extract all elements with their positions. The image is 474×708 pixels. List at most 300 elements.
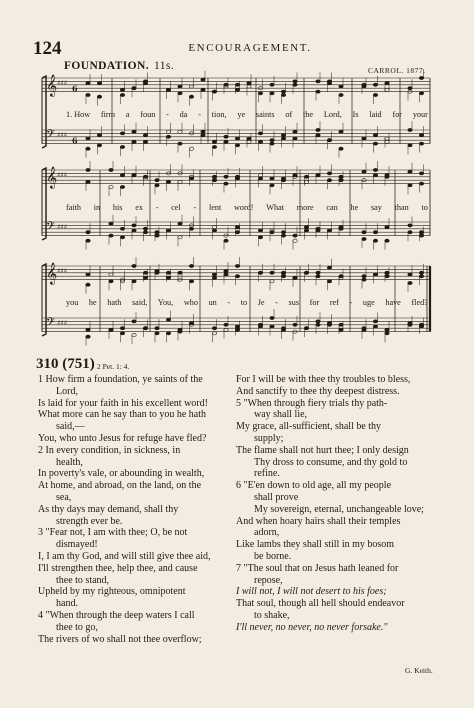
note-head [304, 180, 308, 183]
note-head [316, 80, 320, 83]
note-head [109, 280, 113, 283]
note-head [86, 137, 90, 140]
note-head [166, 180, 170, 183]
note-head [155, 179, 159, 182]
note-head [419, 76, 423, 79]
note-head [270, 92, 274, 95]
lyric-syllable: a [125, 110, 130, 119]
lyric-syllable: hath [107, 298, 122, 307]
lyric-syllable: - [198, 110, 201, 119]
note-head [97, 134, 101, 137]
note-head [178, 130, 182, 133]
note-head [408, 184, 412, 187]
lyrics-line-2 [66, 203, 428, 212]
note-head [327, 266, 331, 269]
lyric-syllable: firm [100, 110, 116, 119]
lyric-syllable: ex [135, 203, 143, 212]
key-signature: ♯♯♯ [57, 170, 68, 179]
note-head [247, 140, 251, 143]
lyric-syllable: Je [257, 298, 265, 307]
note-head [408, 281, 412, 284]
note-head [86, 168, 90, 171]
note-head [166, 271, 170, 274]
note-head [258, 229, 262, 232]
verse-line: 3 "Fear not, I am with thee; O, be not [38, 527, 188, 539]
note-head [212, 276, 216, 279]
note-head [235, 226, 239, 229]
note-head [385, 137, 389, 140]
note-head [212, 229, 216, 232]
note-head [327, 229, 331, 232]
note-head [327, 280, 331, 283]
bass-clef: 𝄢 [46, 220, 56, 237]
note-head [109, 273, 113, 276]
note-head [132, 174, 136, 177]
note-head [235, 137, 239, 140]
lyric-syllable: said, [132, 298, 148, 307]
lyric-syllable: - [349, 298, 353, 307]
note-head [373, 168, 377, 171]
lyric-syllable: say [370, 203, 382, 212]
author: G. Keith. [405, 666, 433, 675]
verse-line: adorn, [254, 527, 280, 539]
note-head [316, 320, 320, 323]
note-head [120, 327, 124, 330]
note-head [281, 90, 285, 93]
lyric-syllable: uge [362, 298, 375, 307]
verse-line: hand. [56, 598, 78, 610]
lyric-syllable: your [412, 110, 428, 119]
lyric-syllable: fled? [411, 298, 428, 307]
note-head [385, 239, 389, 242]
note-head [109, 222, 113, 225]
lyric-syllable: you [66, 298, 79, 307]
note-head [281, 134, 285, 137]
note-head [97, 95, 101, 98]
note-head [281, 179, 285, 182]
lyric-syllable: of [285, 110, 293, 119]
note-head [373, 174, 377, 177]
note-head [212, 145, 216, 148]
note-head [293, 276, 297, 279]
note-head [212, 332, 216, 335]
note-head [419, 323, 423, 326]
note-head [339, 147, 343, 150]
verse-line: thee to go, [56, 621, 98, 633]
note-head [166, 130, 170, 133]
note-head [327, 82, 331, 85]
note-head [408, 273, 412, 276]
verse-line: strength ever be. [56, 515, 123, 527]
note-head [120, 236, 124, 239]
note-head [293, 137, 297, 140]
note-head [281, 231, 285, 234]
lyric-syllable: to [240, 298, 248, 307]
verse-line: The flame shall not hurt thee; I only design [236, 444, 409, 456]
verse-line: 6 "E'en down to old age, all my people [236, 480, 392, 492]
note-head [362, 275, 366, 278]
note-head [132, 280, 136, 283]
note-head [373, 93, 377, 96]
note-head [419, 271, 423, 274]
bass-clef: 𝄢 [46, 128, 56, 145]
treble-clef: 𝄞 [46, 166, 58, 189]
note-head [247, 85, 251, 88]
note-head [327, 172, 331, 175]
note-head [109, 185, 113, 188]
verse-line: You, who unto Jesus for refuge have fled? [38, 432, 207, 444]
svg-text:6: 6 [72, 135, 78, 146]
note-head [166, 276, 170, 279]
note-head [189, 147, 193, 150]
lyric-syllable: un [208, 298, 217, 307]
note-head [86, 239, 90, 242]
note-head [178, 180, 182, 183]
note-head [327, 179, 331, 182]
note-head [86, 93, 90, 96]
note-head [281, 93, 285, 96]
note-head [178, 236, 182, 239]
scripture-ref: 2 Pet. 1: 4. [97, 362, 130, 371]
verse-line: way shall lie, [254, 409, 308, 421]
note-head [373, 325, 377, 328]
lyric-syllable: have [385, 298, 401, 307]
note-head [120, 174, 124, 177]
note-head [235, 83, 239, 86]
note-head [373, 273, 377, 276]
note-head [408, 87, 412, 90]
note-head [166, 318, 170, 321]
note-head [132, 320, 136, 323]
verse-line: be borne. [254, 550, 292, 562]
note-head [293, 239, 297, 242]
verse-line: 2 In every condition, in sickness, in [38, 444, 181, 456]
note-head [143, 271, 147, 274]
lyric-syllable: word! [233, 203, 254, 212]
lyric-syllable: he [88, 298, 97, 307]
verse-line: At home, and abroad, on the land, on the [38, 480, 202, 492]
note-head [143, 175, 147, 178]
note-head [316, 128, 320, 131]
note-head [120, 88, 124, 91]
lyric-syllable: - [155, 203, 159, 212]
note-head [316, 271, 320, 274]
page-number: 124 [33, 38, 62, 59]
verse-line: shall prove [254, 491, 299, 503]
note-head [189, 85, 193, 88]
verse-line: In poverty's vale, or abounding in wealth, [38, 468, 205, 480]
verse-line: 7 "The soul that on Jesus hath leaned for [236, 562, 399, 574]
note-head [270, 142, 274, 145]
note-head [339, 275, 343, 278]
note-head [270, 325, 274, 328]
verse-line: Is laid for your faith in his excellent word! [38, 397, 208, 409]
verse-line: health, [56, 456, 83, 468]
verse-line: As thy days may demand, shall thy [38, 503, 179, 515]
note-head [373, 320, 377, 323]
note-head [339, 130, 343, 133]
note-head [316, 90, 320, 93]
note-head [258, 140, 262, 143]
verse-line: I will not, I will not desert to his foes; [236, 586, 387, 598]
note-head [212, 327, 216, 330]
note-head [408, 144, 412, 147]
note-head [316, 174, 320, 177]
note-head [224, 328, 228, 331]
note-head [143, 327, 147, 330]
note-head [339, 226, 343, 229]
note-head [201, 130, 205, 133]
note-head [270, 280, 274, 283]
note-head [155, 234, 159, 237]
note-head [86, 273, 90, 276]
note-head [224, 182, 228, 185]
note-head [258, 271, 262, 274]
note-head [212, 179, 216, 182]
verse-line: I'll never, no never, no never forsake." [236, 621, 388, 633]
note-head [419, 172, 423, 175]
lyric-syllable: - [275, 298, 278, 307]
note-head [178, 92, 182, 95]
note-head [316, 323, 320, 326]
verse-line: And sanctify to thee thy deepest distress. [236, 385, 400, 397]
note-head [316, 275, 320, 278]
verse-line: 5 "When through fiery trials thy path- [236, 397, 388, 409]
verse-line: supply; [254, 432, 284, 444]
lyric-syllable: cel [171, 203, 181, 212]
lyric-syllable: more [296, 203, 314, 212]
verse-line: Lord, [56, 385, 78, 397]
note-head [235, 325, 239, 328]
note-head [408, 231, 412, 234]
note-head [419, 142, 423, 145]
lyric-syllable: - [193, 203, 197, 212]
verse-line: thee to stand, [56, 574, 110, 586]
note-head [224, 175, 228, 178]
note-head [304, 175, 308, 178]
note-head [258, 236, 262, 239]
note-head [120, 185, 124, 188]
running-head: ENCOURAGEMENT. [188, 42, 312, 54]
note-head [120, 132, 124, 135]
verse-line: Like lambs they shall still in my bosom [236, 539, 395, 551]
verse-line: My sovereign, eternal, unchangeable love; [254, 503, 424, 515]
note-head [258, 92, 262, 95]
note-head [212, 90, 216, 93]
note-head [132, 130, 136, 133]
note-head [166, 229, 170, 232]
verse-line: That soul, though all hell should endeavor [236, 598, 405, 610]
note-head [281, 234, 285, 237]
lyric-syllable: - [166, 110, 169, 119]
note-head [109, 328, 113, 331]
note-head [189, 95, 193, 98]
note-head [339, 93, 343, 96]
note-head [235, 231, 239, 234]
note-head [362, 278, 366, 281]
note-head [419, 234, 423, 237]
note-head [373, 239, 377, 242]
note-head [143, 227, 147, 230]
lyric-syllable: who [183, 298, 198, 307]
note-head [143, 82, 147, 85]
note-head [120, 145, 124, 148]
composer: CARROL. 1877. [368, 66, 426, 75]
note-head [235, 264, 239, 267]
note-head [270, 139, 274, 142]
note-head [270, 83, 274, 86]
note-head [247, 137, 251, 140]
note-head [385, 82, 389, 85]
note-head [86, 82, 90, 85]
note-head [281, 271, 285, 274]
note-head [224, 323, 228, 326]
note-head [373, 134, 377, 137]
note-head [304, 327, 308, 330]
note-head [316, 227, 320, 230]
verse-line: My grace, all-sufficient, shall be thy [236, 421, 382, 433]
note-head [132, 224, 136, 227]
note-head [109, 168, 113, 171]
note-head [373, 83, 377, 86]
key-signature: ♯♯♯ [57, 266, 68, 275]
note-head [97, 144, 101, 147]
lyrics-line-1 [66, 110, 428, 119]
verse-line: refine. [254, 468, 280, 480]
note-head [189, 264, 193, 267]
note-head [178, 142, 182, 145]
lyric-syllable: lent [208, 203, 222, 212]
note-head [224, 270, 228, 273]
note-head [327, 139, 331, 142]
verse-line: to shake, [254, 609, 290, 621]
note-head [304, 229, 308, 232]
note-head [178, 330, 182, 333]
note-head [362, 83, 366, 86]
verse-line: I'll strengthen thee, help thee, and cause [38, 562, 198, 574]
note-head [373, 142, 377, 145]
note-head [212, 140, 216, 143]
note-head [132, 140, 136, 143]
note-head [327, 323, 331, 326]
lyric-syllable: his [112, 203, 123, 212]
note-head [178, 85, 182, 88]
note-head [385, 226, 389, 229]
note-head [132, 333, 136, 336]
note-head [155, 270, 159, 273]
note-head [212, 273, 216, 276]
note-head [281, 328, 285, 331]
note-head [155, 231, 159, 234]
note-head [235, 144, 239, 147]
note-head [143, 276, 147, 279]
tune-meter: 11s. [154, 60, 175, 72]
lyric-syllable: You, [157, 298, 174, 307]
lyric-syllable: tion, [211, 110, 227, 119]
lyric-syllable: da [179, 110, 188, 119]
verse-line: What more can he say than to you he hath [38, 409, 206, 421]
treble-clef: 𝄞 [46, 74, 58, 97]
lyric-syllable: 1. How [66, 110, 91, 119]
lyric-syllable: faith [66, 203, 82, 212]
lyric-syllable: - [227, 298, 231, 307]
lyric-syllable: to [421, 203, 428, 212]
verse-line: sea, [56, 491, 72, 503]
svg-text:6: 6 [72, 83, 78, 94]
note-head [86, 328, 90, 331]
hymn-number-main: 310 [36, 356, 59, 372]
note-head [155, 184, 159, 187]
lyric-syllable: for [392, 110, 403, 119]
note-head [270, 184, 274, 187]
verse-line: 1 How firm a foundation, ye saints of the [38, 374, 203, 385]
note-head [120, 227, 124, 230]
note-head [235, 88, 239, 91]
note-head [224, 239, 228, 242]
lyric-syllable: Lord, [323, 110, 342, 119]
note-head [419, 182, 423, 185]
note-head [86, 283, 90, 286]
verse-line: Thy dross to consume, and thy gold to [254, 456, 408, 468]
note-head [109, 234, 113, 237]
note-head [166, 88, 170, 91]
note-head [293, 83, 297, 86]
note-head [281, 275, 285, 278]
key-signature: ♯♯♯ [57, 222, 68, 231]
note-head [362, 231, 366, 234]
note-head [385, 88, 389, 91]
note-head [224, 135, 228, 138]
note-head [235, 275, 239, 278]
left-column [38, 374, 234, 645]
lyrics-line-3 [66, 298, 428, 307]
note-head [143, 140, 147, 143]
verse-line: dismayed! [56, 539, 98, 551]
note-head [281, 137, 285, 140]
note-head [201, 88, 205, 91]
note-head [155, 327, 159, 330]
lyric-syllable: foun [140, 110, 156, 119]
note-head [132, 229, 136, 232]
note-head [293, 234, 297, 237]
note-head [270, 231, 274, 234]
note-head [293, 323, 297, 326]
note-head [132, 264, 136, 267]
tune-name: FOUNDATION. [64, 60, 150, 72]
note-head [86, 335, 90, 338]
note-head [419, 92, 423, 95]
lyric-syllable: than [394, 203, 409, 212]
note-head [270, 271, 274, 274]
note-head [143, 231, 147, 234]
note-head [132, 87, 136, 90]
note-head [270, 316, 274, 319]
note-head [304, 226, 308, 229]
note-head [362, 237, 366, 240]
note-head [270, 177, 274, 180]
note-head [385, 175, 389, 178]
note-head [212, 226, 216, 229]
note-head [201, 134, 205, 137]
lyric-syllable: saints [255, 110, 275, 119]
note-head [155, 332, 159, 335]
verse-line: said,— [56, 421, 85, 433]
note-head [385, 275, 389, 278]
note-head [419, 231, 423, 234]
lyric-syllable: the [303, 110, 314, 119]
note-head [258, 325, 262, 328]
note-head [419, 275, 423, 278]
